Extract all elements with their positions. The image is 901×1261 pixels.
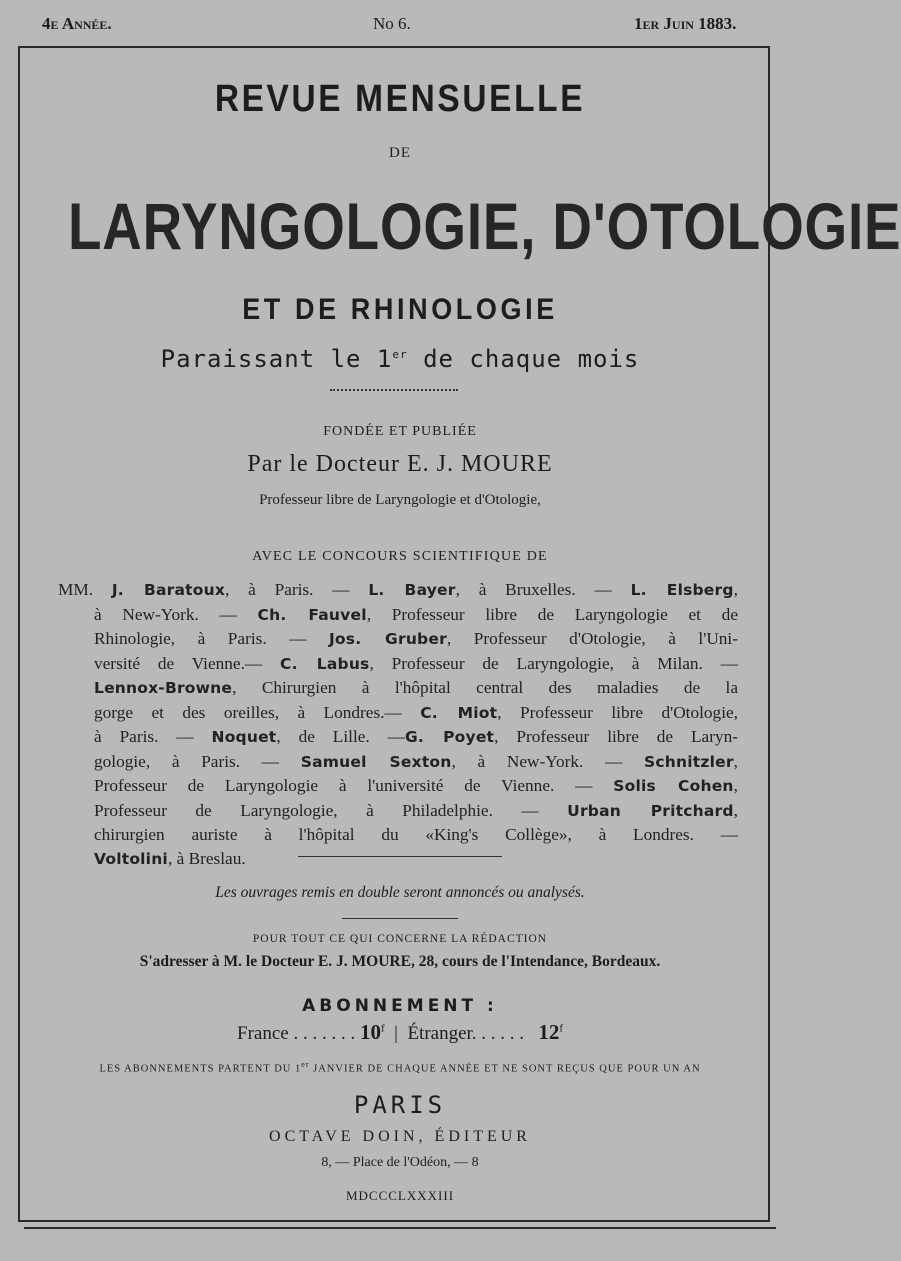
editorial-address: S'adresser à M. le Docteur E. J. MOURE, 28, cours de l'Intendance, Bordeaux.: [139, 953, 661, 970]
ornament-rule: [330, 389, 458, 391]
contributors-line: [58, 725, 738, 750]
contributors-heading: AVEC LE CONCOURS SCIENTIFIQUE DE: [252, 549, 548, 564]
contributors-line: [58, 799, 738, 824]
price-france-label: France . . . . . . .: [237, 1023, 356, 1044]
contributors-line: [58, 823, 738, 847]
publisher-city: PARIS: [353, 1091, 447, 1119]
divider-rule: [342, 918, 458, 919]
contributor-text: ,: [733, 800, 738, 820]
periodicity-post: de chaque mois: [407, 345, 640, 373]
subscription-prices: [0, 1020, 800, 1045]
contributor-text: à New-York. —: [94, 604, 258, 624]
contributors-line: [58, 676, 738, 701]
contributors-line: [58, 701, 738, 726]
contributors-line: [58, 774, 738, 799]
contributor-name: Voltolini: [94, 849, 168, 868]
contributor-text: Professeur de Laryngologie, à Philadelphie. —: [94, 800, 568, 820]
contributors-line: [58, 603, 738, 628]
contributor-name: J. Baratoux: [111, 581, 226, 599]
contributor-text: versité de Vienne.—: [94, 653, 281, 673]
editor-title: Professeur libre de Laryngologie et d'Otologie,: [259, 492, 541, 508]
contributor-name: C. Miot: [420, 703, 498, 722]
contributor-text: , à New-York. —: [451, 751, 645, 771]
contributor-text: , à Breslau.: [167, 848, 246, 868]
contributor-name: G. Poyet: [404, 728, 495, 746]
contributor-name: L. Bayer: [368, 581, 456, 599]
price-etranger-label: Étranger. . . . . .: [407, 1023, 525, 1044]
contributors-list: [58, 578, 738, 871]
contributors-line: [58, 847, 738, 872]
title-periodicity: [0, 345, 800, 373]
conditions-post: JANVIER DE CHAQUE ANNÉE ET NE SONT REÇUS QUE POUR UN AN: [309, 1063, 701, 1075]
price-france-unit: f: [380, 1022, 385, 1035]
publication-year: MDCCCLXXXIII: [345, 1188, 455, 1203]
title-rhinologie: ET DE RHINOLOGIE: [242, 293, 558, 326]
price-separator: |: [394, 1023, 398, 1044]
contributor-text: gologie, à Paris. —: [94, 751, 301, 771]
contributor-text: , à Bruxelles. —: [455, 580, 631, 599]
contributor-name: Samuel Sexton: [300, 752, 452, 771]
conditions-sup: er: [301, 1060, 310, 1069]
publisher-name: OCTAVE DOIN, ÉDITEUR: [269, 1128, 531, 1145]
contributor-name: C. Labus: [280, 654, 370, 673]
contributor-text: , Chirurgien à l'hôpital central des maladies de la: [232, 678, 738, 697]
contributor-text: , à Paris. —: [225, 580, 369, 599]
contributor-text: , Professeur d'Otologie, à l'Uni-: [446, 629, 738, 648]
price-etranger-value: 12: [538, 1020, 560, 1044]
contributor-text: , Professeur libre d'Otologie,: [497, 702, 738, 722]
contributors-line: [58, 750, 738, 775]
header-line: [0, 14, 800, 40]
issue-number: No 6.: [373, 14, 411, 33]
contributor-text: ,: [733, 776, 738, 795]
volume-year: 4e Année.: [42, 14, 112, 33]
contributor-name: Ch. Fauvel: [257, 605, 367, 624]
title-main: LARYNGOLOGIE, D'OTOLOGIE: [68, 189, 901, 263]
contributors-line: [58, 627, 738, 652]
contributor-name: Noquet: [211, 728, 277, 746]
contributor-name: Jos. Gruber: [328, 630, 447, 648]
contributor-name: Lennox-Browne: [94, 679, 233, 697]
price-etranger-unit: f: [559, 1022, 563, 1035]
contributors-line: [58, 652, 738, 677]
contributor-text: , de Lille. —: [276, 727, 405, 746]
editor-name: Par le Docteur E. J. MOURE: [247, 451, 553, 477]
title-de: DE: [389, 145, 411, 161]
contributors-line: [58, 578, 738, 603]
ornament-rule-2: [298, 856, 502, 857]
contributor-text: ,: [733, 751, 738, 771]
conditions-pre: LES ABONNEMENTS PARTENT DU 1: [99, 1063, 302, 1075]
contributor-text: Professeur de Laryngologie à l'université de Vienne. —: [94, 776, 614, 795]
price-france-value: 10: [359, 1020, 381, 1044]
contributor-text: MM.: [58, 580, 112, 599]
issue-date: 1er Juin 1883.: [634, 14, 737, 33]
subscription-conditions: [0, 1060, 800, 1075]
publisher-address: 8, — Place de l'Odéon, — 8: [321, 1155, 479, 1170]
contributor-text: ,: [733, 580, 738, 599]
contributor-name: Urban Pritchard: [567, 801, 734, 820]
contributor-text: chirurgien auriste à l'hôpital du «King's Collège», à Londres. —: [94, 825, 738, 844]
periodicity-pre: Paraissant le 1: [160, 345, 393, 373]
subscription-title: ABONNEMENT :: [302, 996, 498, 1016]
contributor-text: à Paris. —: [94, 727, 212, 746]
contributor-text: , Professeur libre de Laryngologie et de: [366, 604, 738, 624]
contributor-name: Solis Cohen: [613, 777, 734, 795]
periodicity-sup: er: [392, 348, 408, 361]
contributor-text: , Professeur de Laryngologie, à Milan. —: [369, 653, 738, 673]
title-revue-mensuelle: REVUE MENSUELLE: [214, 78, 586, 120]
contributor-name: L. Elsberg: [630, 581, 734, 599]
editorial-heading: POUR TOUT CE QUI CONCERNE LA RÉDACTION: [252, 933, 548, 945]
contributor-name: Schnitzler: [644, 752, 734, 771]
founded-label: FONDÉE ET PUBLIÉE: [323, 424, 477, 439]
review-notice: Les ouvrages remis en double seront annoncés ou analysés.: [215, 884, 585, 901]
contributor-text: Rhinologie, à Paris. —: [94, 629, 329, 648]
contributor-text: gorge et des oreilles, à Londres.—: [94, 702, 421, 722]
contributor-text: , Professeur libre de Laryn-: [494, 727, 738, 746]
